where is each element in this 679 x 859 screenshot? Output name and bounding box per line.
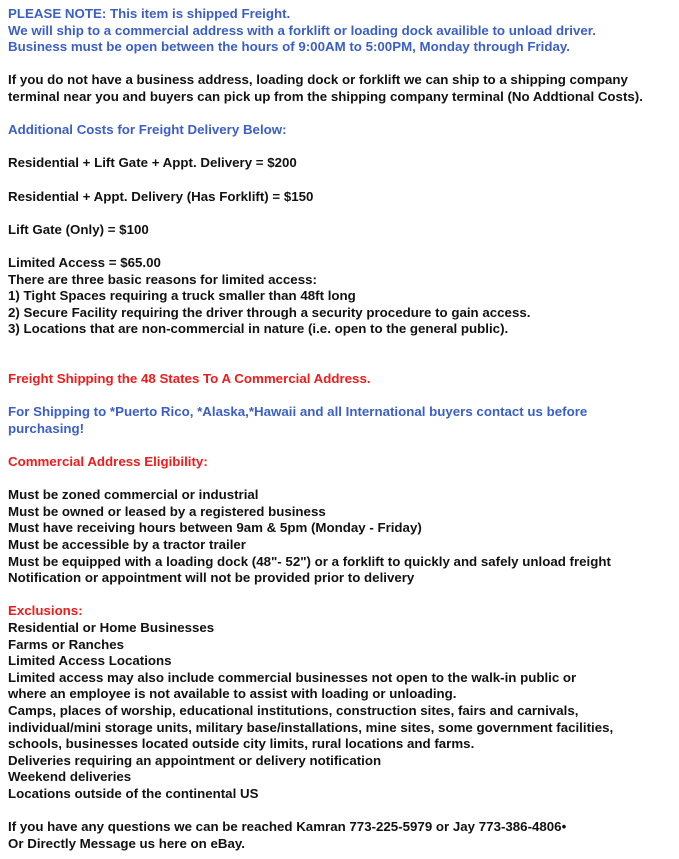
exclusion-line: Residential or Home Businesses — [8, 619, 215, 635]
freight-note — [8, 6, 676, 56]
limited-access-line: 1) Tight Spaces requiring a truck smaller than 48ft long — [8, 288, 356, 304]
freight-48-states-heading: Freight Shipping the 48 States To A Commercial Address. — [8, 371, 371, 387]
eligibility-item: Must have receiving hours between 9am & 5pm (Monday - Friday) — [8, 520, 422, 536]
eligibility-item: Must be zoned commercial or industrial — [8, 487, 259, 503]
paragraph-line: If you do not have a business address, loading dock or forklift we can ship to a shipping company — [8, 72, 628, 88]
cost-residential-lift-gate: Residential + Lift Gate + Appt. Delivery = $200 — [8, 155, 297, 171]
exclusion-line: schools, businesses located outside city limits, rural locations and farms. — [8, 736, 475, 752]
international-line: purchasing! — [8, 420, 85, 436]
contact-line: Or Directly Message us here on eBay. — [8, 835, 245, 851]
note-line: We will ship to a commercial address with a forklift or loading dock availible to unload driver. — [8, 22, 596, 38]
contact-paragraph — [8, 819, 676, 852]
additional-costs-heading: Additional Costs for Freight Delivery Below: — [8, 122, 287, 138]
international-line: For Shipping to *Puerto Rico, *Alaska,*Hawaii and all International buyers contact us before — [8, 404, 588, 420]
cost-lift-gate-only: Lift Gate (Only) = $100 — [8, 221, 149, 237]
note-line: Business must be open between the hours of 9:00AM to 5:00PM, Monday through Friday. — [8, 39, 570, 55]
exclusions-heading: Exclusions: — [8, 603, 83, 619]
limited-access-section — [8, 255, 676, 338]
limited-access-line: 2) Secure Facility requiring the driver through a security procedure to gain access. — [8, 304, 531, 320]
exclusion-line: Farms or Ranches — [8, 636, 125, 652]
exclusions-list — [8, 620, 676, 803]
exclusion-line: where an employee is not available to assist with loading or unloading. — [8, 686, 457, 702]
exclusion-line: Deliveries requiring an appointment or delivery notification — [8, 752, 382, 768]
eligibility-list — [8, 487, 676, 587]
eligibility-item: Notification or appointment will not be provided prior to delivery — [8, 570, 415, 586]
eligibility-heading: Commercial Address Eligibility: — [8, 454, 208, 470]
eligibility-item: Must be equipped with a loading dock (48"- 52") or a forklift to quickly and safely unload freight — [8, 553, 611, 569]
exclusion-line: individual/mini storage units, military base/installations, mine sites, some government facilities, — [8, 719, 614, 735]
exclusion-line: Weekend deliveries — [8, 769, 132, 785]
limited-access-line: Limited Access = $65.00 — [8, 254, 161, 270]
paragraph-line: terminal near you and buyers can pick up from the shipping company terminal (No Addtional Costs). — [8, 88, 643, 104]
note-line: PLEASE NOTE: This item is shipped Freight. — [8, 6, 291, 21]
cost-residential-forklift: Residential + Appt. Delivery (Has Forklift) = $150 — [8, 188, 314, 204]
no-business-address-paragraph — [8, 72, 676, 105]
limited-access-line: 3) Locations that are non-commercial in nature (i.e. open to the general public). — [8, 321, 509, 337]
eligibility-item: Must be owned or leased by a registered business — [8, 503, 326, 519]
exclusion-line: Locations outside of the continental US — [8, 785, 259, 801]
contact-line: If you have any questions we can be reached Kamran 773-225-5979 or Jay 773-386-4806• — [8, 819, 567, 835]
eligibility-item: Must be accessible by a tractor trailer — [8, 537, 246, 552]
exclusion-line: Camps, places of worship, educational institutions, construction sites, fairs and carnivals, — [8, 702, 579, 718]
exclusion-line: Limited Access Locations — [8, 653, 172, 669]
international-shipping-notice — [8, 404, 676, 437]
exclusion-line: Limited access may also include commercial businesses not open to the walk-in public or — [8, 669, 577, 685]
limited-access-line: There are three basic reasons for limited access: — [8, 271, 317, 287]
